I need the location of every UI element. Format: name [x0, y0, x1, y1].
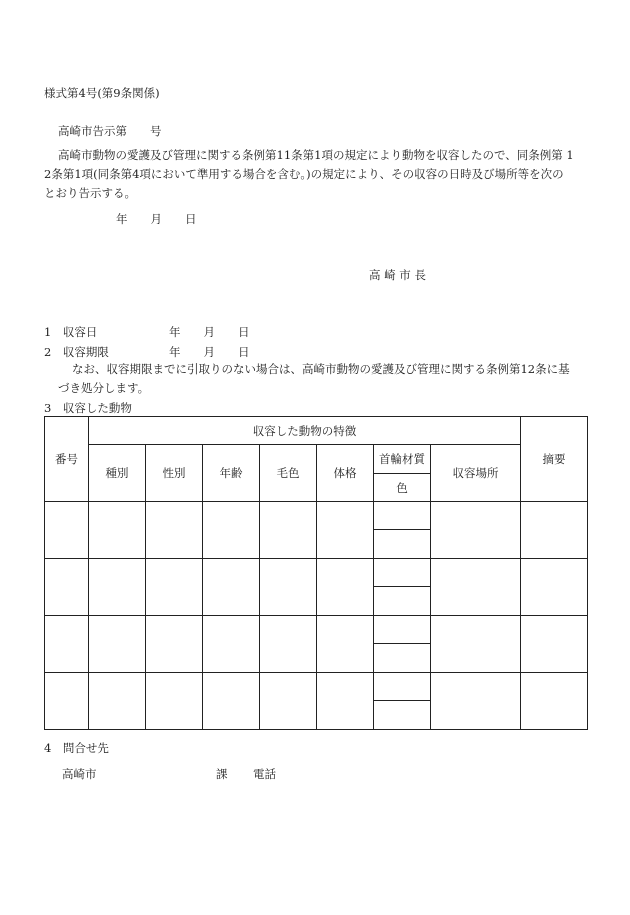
cell-collar-material[interactable] — [374, 616, 431, 644]
cell-remarks[interactable] — [521, 502, 588, 559]
notice-number: 高崎市告示第 号 — [58, 124, 162, 138]
cell-age[interactable] — [203, 616, 260, 673]
cell-place[interactable] — [431, 616, 521, 673]
header-fur-color: 毛色 — [260, 445, 317, 502]
cell-collar-color[interactable] — [374, 644, 431, 673]
cell-collar-material[interactable] — [374, 559, 431, 587]
cell-fur-color[interactable] — [260, 502, 317, 559]
note-line-1: なお、収容期限までに引取りのない場合は、高崎市動物の愛護及び管理に関する条例第12条に基 — [72, 362, 570, 376]
cell-place[interactable] — [431, 559, 521, 616]
intro-line-1: 高崎市動物の愛護及び管理に関する条例第11条第1項の規定により動物を収容したので、同条例第 1 — [58, 148, 574, 162]
cell-sex[interactable] — [146, 673, 203, 730]
note-line-2: づき処分します。 — [58, 381, 150, 395]
cell-collar-color[interactable] — [374, 701, 431, 730]
cell-number[interactable] — [45, 616, 89, 673]
cell-age[interactable] — [203, 502, 260, 559]
cell-species[interactable] — [89, 616, 146, 673]
cell-remarks[interactable] — [521, 559, 588, 616]
cell-place[interactable] — [431, 502, 521, 559]
item-2-note — [44, 360, 584, 398]
cell-species[interactable] — [89, 673, 146, 730]
animal-table — [44, 416, 588, 730]
contact-section: 課 — [216, 767, 228, 781]
cell-fur-color[interactable] — [260, 673, 317, 730]
intro-paragraph — [44, 146, 584, 203]
cell-collar-material[interactable] — [374, 502, 431, 530]
cell-age[interactable] — [203, 559, 260, 616]
item-2-label: 2 収容期限 — [44, 345, 109, 359]
cell-number[interactable] — [45, 559, 89, 616]
date-line: 年 月 日 — [116, 212, 197, 226]
cell-remarks[interactable] — [521, 616, 588, 673]
cell-build[interactable] — [317, 673, 374, 730]
cell-species[interactable] — [89, 559, 146, 616]
form-label: 様式第4号(第9条関係) — [44, 86, 160, 100]
cell-remarks[interactable] — [521, 673, 588, 730]
item-1-label: 1 収容日 — [44, 325, 98, 339]
cell-number[interactable] — [45, 673, 89, 730]
cell-species[interactable] — [89, 502, 146, 559]
cell-collar-material[interactable] — [374, 673, 431, 701]
header-remarks: 摘要 — [521, 417, 588, 502]
header-sex: 性別 — [146, 445, 203, 502]
cell-number[interactable] — [45, 502, 89, 559]
contact-phone: 電話 — [253, 767, 276, 781]
item-2-date: 年 月 日 — [169, 345, 250, 359]
intro-line-2: 2条第1項(同条第4項において準用する場合を含む。)の規定により、その収容の日時及び場所等を次の — [44, 167, 564, 181]
issuer-name: 高 崎 市 長 — [369, 268, 426, 282]
cell-place[interactable] — [431, 673, 521, 730]
cell-fur-color[interactable] — [260, 616, 317, 673]
cell-collar-color[interactable] — [374, 587, 431, 616]
cell-age[interactable] — [203, 673, 260, 730]
cell-build[interactable] — [317, 559, 374, 616]
header-features-group: 収容した動物の特徴 — [89, 417, 521, 445]
contact-city: 高崎市 — [62, 767, 97, 781]
header-collar-color: 色 — [374, 474, 431, 502]
item-1-date: 年 月 日 — [169, 325, 250, 339]
cell-sex[interactable] — [146, 502, 203, 559]
header-age: 年齢 — [203, 445, 260, 502]
header-build: 体格 — [317, 445, 374, 502]
cell-build[interactable] — [317, 616, 374, 673]
cell-fur-color[interactable] — [260, 559, 317, 616]
cell-collar-color[interactable] — [374, 530, 431, 559]
header-number: 番号 — [45, 417, 89, 502]
intro-line-3: とおり告示する。 — [44, 186, 136, 200]
item-3-label: 3 収容した動物 — [44, 401, 132, 415]
cell-sex[interactable] — [146, 616, 203, 673]
header-collar-material: 首輪材質 — [374, 445, 431, 474]
header-place: 収容場所 — [431, 445, 521, 502]
cell-build[interactable] — [317, 502, 374, 559]
item-4-label: 4 問合せ先 — [44, 741, 109, 755]
header-species: 種別 — [89, 445, 146, 502]
cell-sex[interactable] — [146, 559, 203, 616]
